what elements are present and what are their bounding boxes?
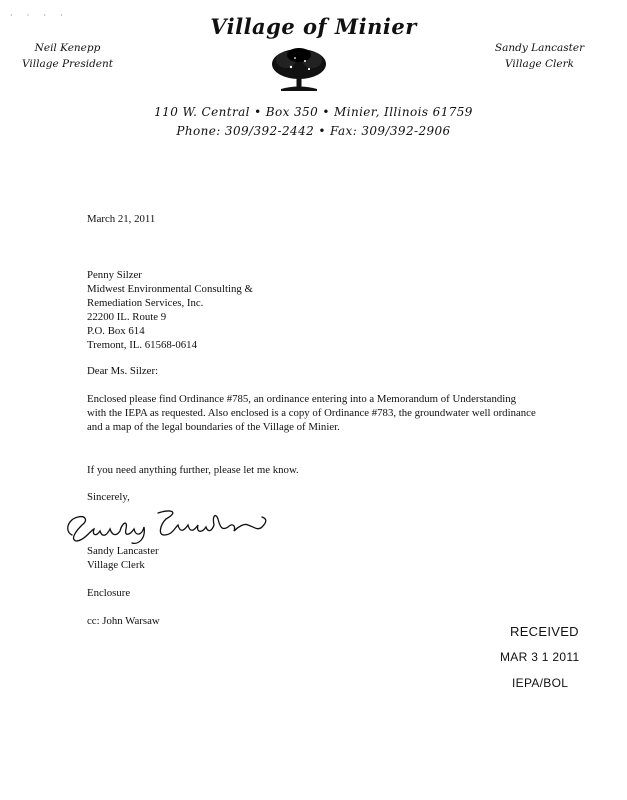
enclosure-note: Enclosure: [87, 587, 131, 599]
recipient-address-block: [87, 268, 253, 352]
recipient-line: Remediation Services, Inc.: [87, 297, 204, 309]
recipient-line: Midwest Environmental Consulting &: [87, 283, 253, 295]
tree-icon: [269, 47, 329, 97]
signer-name: Sandy Lancaster: [87, 545, 159, 557]
cc-line: cc: John Warsaw: [87, 615, 160, 627]
right-official-name: Sandy Lancaster: [494, 42, 585, 54]
received-stamp-dept: IEPA/BOL: [512, 676, 569, 690]
letter-date: March 21, 2011: [87, 213, 156, 225]
received-stamp-line1: RECEIVED: [510, 624, 579, 639]
left-official-block: [20, 40, 115, 72]
salutation: Dear Ms. Silzer:: [87, 365, 159, 377]
scan-artifact-dots: · · · ·: [10, 11, 69, 20]
right-official-block: [482, 40, 597, 72]
closing: Sincerely,: [87, 491, 130, 503]
received-stamp-date: MAR 3 1 2011: [500, 650, 580, 664]
left-official-title: Village President: [22, 58, 113, 70]
signer-title: Village Clerk: [87, 559, 145, 571]
village-name-heading: Village of Minier: [210, 14, 417, 39]
letterhead-address: 110 W. Central • Box 350 • Minier, Illinois 61759: [154, 105, 473, 119]
recipient-line: 22200 IL. Route 9: [87, 311, 167, 323]
body-paragraph-2: If you need anything further, please let me know.: [87, 464, 299, 476]
left-official-name: Neil Kenepp: [34, 42, 101, 54]
recipient-line: Tremont, IL. 61568-0614: [87, 339, 197, 351]
letterhead-phone-fax: Phone: 309/392-2442 • Fax: 309/392-2906: [176, 124, 451, 138]
signer-block: [87, 544, 159, 572]
recipient-line: Penny Silzer: [87, 269, 142, 281]
right-official-title: Village Clerk: [505, 58, 574, 70]
body-paragraph-1: Enclosed please find Ordinance #785, an ordinance entering into a Memorandum of Understanding with the IEPA as requested. Also enclosed is a copy of Ordinance #783, the groundwater well ordinance and a map of the legal boundaries of the Village of Minier.: [87, 393, 536, 433]
recipient-line: P.O. Box 614: [87, 325, 145, 337]
